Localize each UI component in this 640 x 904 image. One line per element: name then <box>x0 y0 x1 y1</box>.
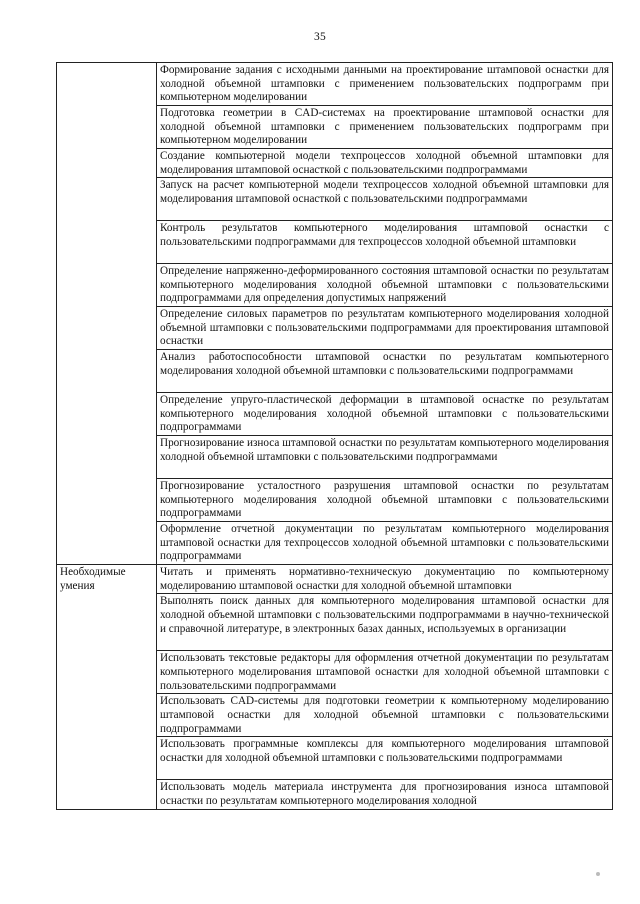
labor-action-cell: Определение напряженно-деформированного состояния штамповой оснастки по результатам компьютерного моделирования холодной объемной штамповки с пользовательскими подпрограммами для определения допустимых напряжений <box>157 264 613 307</box>
skill-cell: Использовать модель материала инструмента для прогнозирования износа штамповой оснастки по результатам компьютерного моделирования холодной <box>157 780 613 809</box>
skill-cell: Использовать текстовые редакторы для оформления отчетной документации по результатам компьютерного моделирования штамповой оснастки для холодной объемной штамповки с пользовательскими подпрограммами <box>157 651 613 694</box>
labor-action-cell: Формирование задания с исходными данными на проектирование штамповой оснастки для холодной объемной штамповки с применением пользовательских подпрограмм при компьютерном моделировании <box>157 63 613 106</box>
labor-actions-label-cell <box>57 63 157 565</box>
labor-action-cell: Прогнозирование усталостного разрушения штамповой оснастки по результатам компьютерного моделирования холодной объемной штамповки с пользовательскими подпрограммами <box>157 479 613 522</box>
table-row <box>57 565 613 594</box>
labor-action-cell: Оформление отчетной документации по результатам компьютерного моделирования штамповой оснастки для техпроцессов холодной объемной штамповки с пользовательскими подпрограммами <box>157 522 613 565</box>
functions-table <box>56 62 613 810</box>
page-number: 35 <box>313 31 327 43</box>
table-row <box>57 63 613 106</box>
skill-cell: Выполнять поиск данных для компьютерного моделирования штамповой оснастки для холодной объемной штамповки с пользовательскими подпрограммами в научно-технической и справочной литературе, в электронных базах данных, используемых в организации <box>157 594 613 651</box>
labor-action-cell: Контроль результатов компьютерного моделирования штамповой оснастки с пользовательскими подпрограммами для техпроцессов холодной объемной штамповки <box>157 221 613 264</box>
labor-action-cell: Определение силовых параметров по результатам компьютерного моделирования холодной объемной штамповки с пользовательскими подпрограммами для проектирования штамповой оснастки <box>157 307 613 350</box>
labor-action-cell: Запуск на расчет компьютерной модели техпроцессов холодной объемной штамповки для моделирования штамповой оснасткой с пользовательскими подпрограммами <box>157 178 613 221</box>
labor-action-cell: Подготовка геометрии в CAD-системах на проектирование штамповой оснастки для холодной объемной штамповки с применением пользовательских подпрограмм при компьютерном моделировании <box>157 106 613 149</box>
skill-cell: Использовать программные комплексы для компьютерного моделирования штамповой оснастки для холодной объемной штамповки с пользовательскими подпрограммами <box>157 737 613 780</box>
scan-dot <box>596 872 600 876</box>
skills-label-cell: Необходимые умения <box>57 565 157 809</box>
labor-action-cell: Прогнозирование износа штамповой оснастки по результатам компьютерного моделирования холодной объемной штамповки с пользовательскими подпрограммами <box>157 436 613 479</box>
skill-cell: Использовать CAD-системы для подготовки геометрии к компьютерному моделированию штамповой оснастки для холодной объемной штамповки с пользовательскими подпрограммами <box>157 694 613 737</box>
labor-action-cell: Анализ работоспособности штамповой оснастки по результатам компьютерного моделирования холодной объемной штамповки с пользовательскими подпрограммами <box>157 350 613 393</box>
labor-action-cell: Определение упруго-пластической деформации в штамповой оснастке по результатам компьютерного моделирования холодной объемной штамповки с пользовательскими подпрограммами <box>157 393 613 436</box>
skill-cell: Читать и применять нормативно-техническую документацию по компьютерному моделированию штамповой оснастки для холодной объемной штамповки <box>157 565 613 594</box>
labor-action-cell: Создание компьютерной модели техпроцессов холодной объемной штамповки для моделирования штамповой оснасткой с пользовательскими подпрограммами <box>157 149 613 178</box>
